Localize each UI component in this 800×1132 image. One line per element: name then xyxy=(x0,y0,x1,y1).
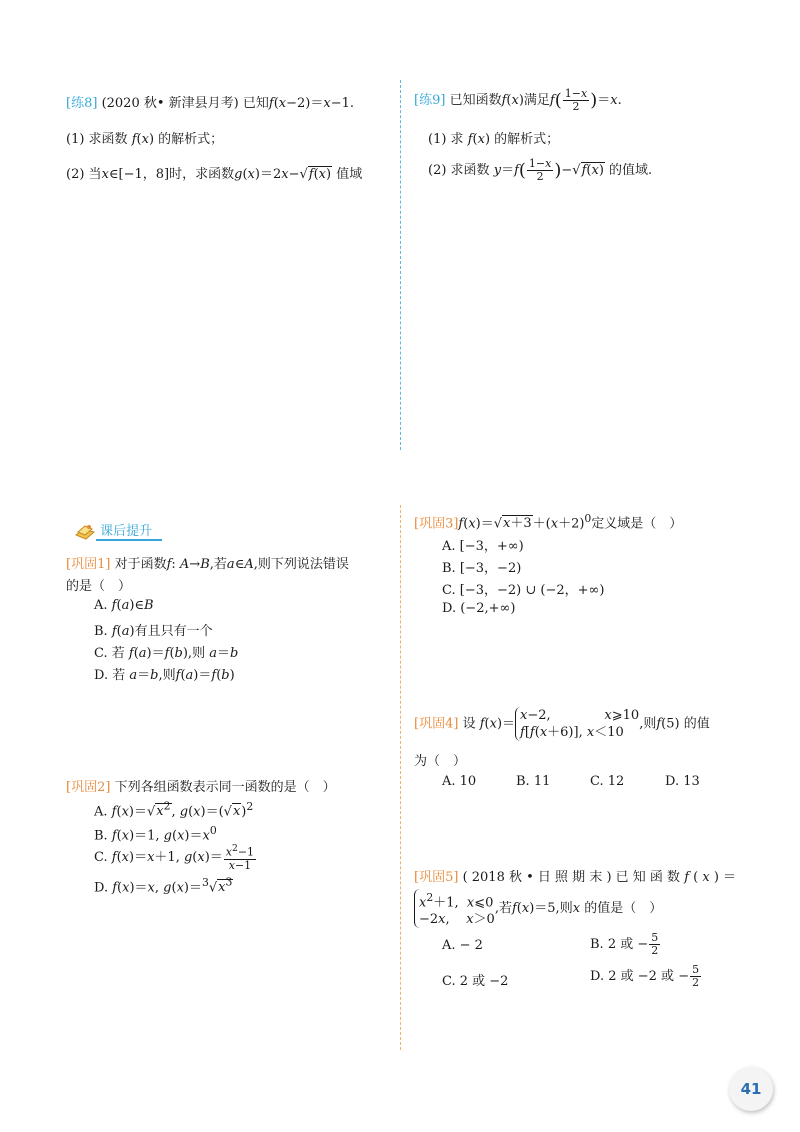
page-number: 41 xyxy=(740,1080,762,1098)
consolidate-4-option-d: D. 13 xyxy=(665,774,700,789)
consolidate-2-line1: [巩固2] 下列各组函数表示同一函数的是（ ） xyxy=(66,780,336,795)
consolidate-5-option-b: B. 2 或 − $\frac{5}{2}$ xyxy=(590,931,659,957)
consolidate-5-option-a: A. − 2 xyxy=(442,938,483,953)
consolidate-1-option-a: A. f(a)∈B xyxy=(94,598,154,613)
consolidate-1-option-c: C. 若 f(a)＝f(b),则 a＝b xyxy=(94,646,239,661)
consolidate-1-tag: [巩固1] xyxy=(66,557,111,572)
consolidate-4-option-c: C. 12 xyxy=(590,774,625,789)
column-divider-top xyxy=(400,80,401,450)
consolidate-5-option-c: C. 2 或 −2 xyxy=(442,974,509,989)
consolidate-1-option-b: B. f(a)有且只有一个 xyxy=(94,624,213,639)
consolidate-4-option-b: B. 11 xyxy=(516,774,551,789)
consolidate-2-option-d: D. f(x)＝x, $g(x)=^3√x^3$ xyxy=(94,876,233,896)
consolidate-5-line2: $x^2+1$, x⩽0 −2x, x＞0,若f(x)＝5,则x 的值是（ ） xyxy=(414,889,662,928)
exercise-8-line1: [练8] (2020 秋• 新津县月考) 已知f(x−2)＝x−1. xyxy=(66,96,355,111)
exercise-8-part1: (1) 求函数 f(x) 的解析式； xyxy=(66,132,224,147)
consolidate-2-tag: [巩固2] xyxy=(66,780,111,795)
consolidate-3-tag: [巩固3] xyxy=(414,516,459,532)
consolidate-5-tag: [巩固5] xyxy=(414,870,459,885)
section-header xyxy=(74,520,152,541)
consolidate-3-line1: [巩固$3]f(x)=√x+3+(x+2)^0$定义域是（ ） xyxy=(414,512,683,532)
consolidate-3-option-a: A. [−3，+∞) xyxy=(442,539,524,554)
section-title-underline xyxy=(96,539,162,541)
consolidate-2-option-a: A. $f(x)=√x^2$, $g(x)=(√x)^2$ xyxy=(94,800,254,820)
exercise-8-tag: [练8] xyxy=(66,96,98,111)
exercise-8-source: (2020 秋• 新津县月考) xyxy=(101,96,239,111)
exercise-9-tag: [练9] xyxy=(414,93,446,108)
consolidate-5-option-d: D. 2 或 −2 或 − $\frac{5}{2}$ xyxy=(590,963,700,989)
section-title: 课后提升 xyxy=(100,524,153,539)
consolidate-3-option-d: D. (−2,+∞) xyxy=(442,601,516,616)
column-divider-bottom xyxy=(400,505,401,1050)
exercise-9-part1: (1) 求 f(x) 的解析式； xyxy=(428,132,560,147)
consolidate-4-tag: [巩固4] xyxy=(414,716,459,732)
consolidate-3-option-b: B. [−3，−2) xyxy=(442,561,522,576)
consolidate-4-line2: 为（ ） xyxy=(414,754,467,769)
consolidate-2-option-c: C. f(x)＝x＋1, g(x)＝ $\frac{x^2-1}{x-1}$ xyxy=(94,843,255,872)
consolidate-5-line1: [巩固5] ( 2018 秋 • 日 照 期 末 ) 已 知 函 数 f ( x ) ＝ xyxy=(414,870,737,885)
page-number-badge xyxy=(729,1067,773,1111)
exercise-9-part2: (2) 求函数 y＝f( $\frac{1-x}{2}$ )−√f(x) 的值域. xyxy=(428,157,653,183)
exercise-8-part2: (2) 当x∈[−1，8]时，求函数g(x)＝2x−√f(x) 值域 xyxy=(66,167,363,182)
consolidate-1-option-d: D. 若 a＝b,则f(a)＝f(b) xyxy=(94,668,235,683)
consolidate-4-option-a: A. 10 xyxy=(442,774,477,789)
consolidate-4-line1: [巩固4] 设 f(x)＝x−2, x⩾10 f[f(x＋6)], x＜10,则f(5) 的值 xyxy=(414,708,710,740)
book-icon xyxy=(74,523,96,541)
exercise-9-line1: [练9] 已知函数f(x)满足f( $\frac{1-x}{2}$ )＝x. xyxy=(414,87,622,113)
consolidate-3-option-c: C. [−3，−2) ∪ (−2，+∞) xyxy=(442,583,605,598)
consolidate-1-line1: [巩固1] 对于函数f: A→B,若a∈A,则下列说法错误 xyxy=(66,557,349,572)
consolidate-2-option-b: B. f(x)＝1, $g(x)=x^0$ xyxy=(94,824,217,844)
consolidate-1-line2: 的是（ ） xyxy=(66,579,132,594)
